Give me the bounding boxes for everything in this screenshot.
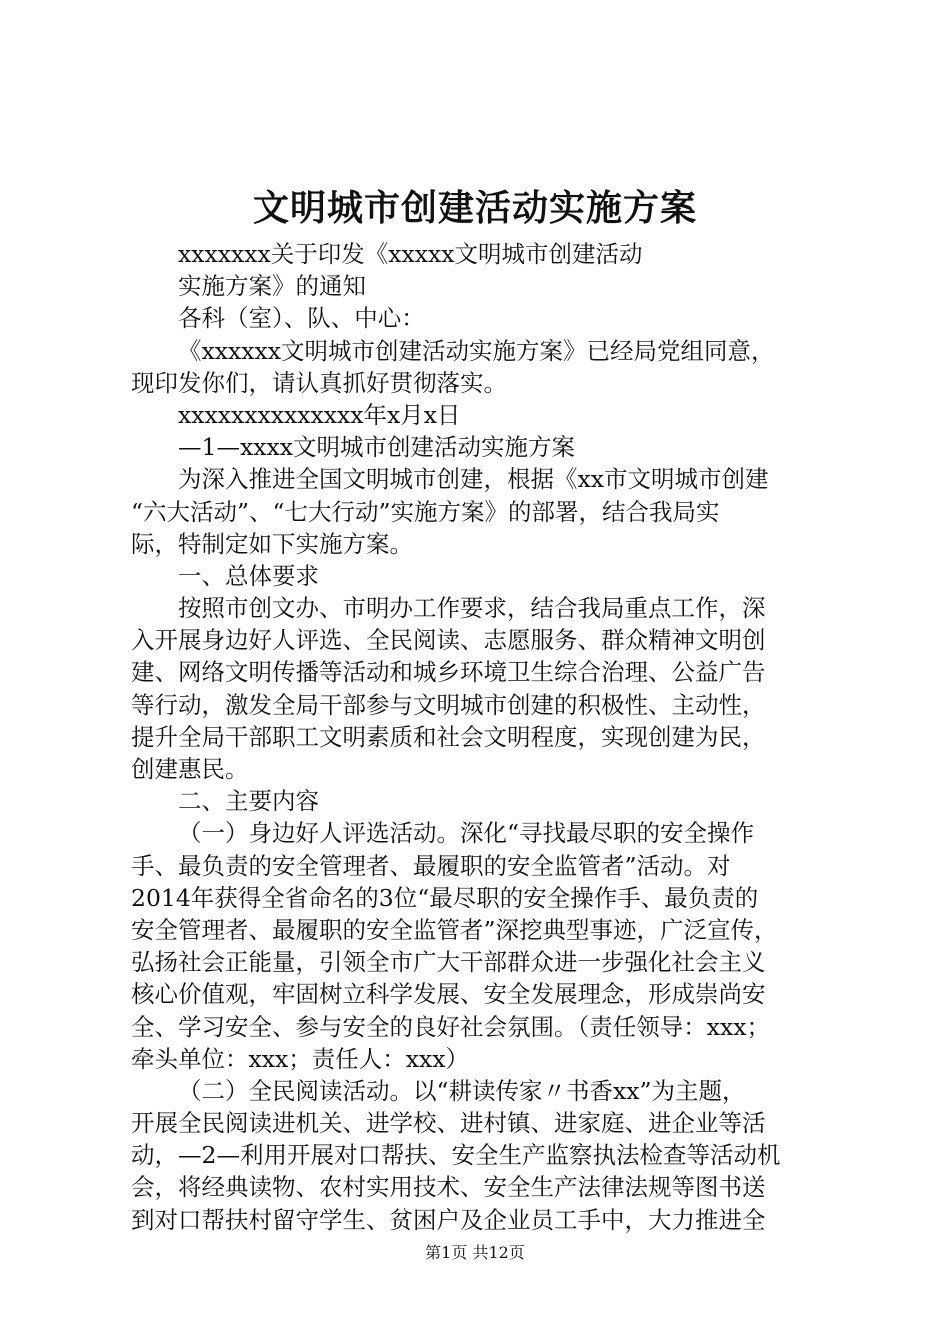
body-line: 按照市创文办、市明办工作要求，结合我局重点工作，深 <box>178 594 766 623</box>
body-line: 会，将经典读物、农村实用技术、安全生产法律法规等图书送 <box>131 1173 766 1202</box>
body-line: 动，—2—利用开展对口帮扶、安全生产监察执法检查等活动机 <box>131 1141 781 1170</box>
body-line: （一）身边好人评选活动。深化“寻找最尽职的安全操作 <box>178 819 755 848</box>
document-title: 文明城市创建活动实施方案 <box>252 187 697 229</box>
body-line: 为深入推进全国文明城市创建，根据《xx市文明城市创建 <box>178 465 769 494</box>
body-line: 全、学习安全、参与安全的良好社会氛围。（责任领导：xxx； <box>131 1012 771 1041</box>
body-line: 《xxxxxx文明城市创建活动实施方案》已经局党组同意， <box>178 336 775 365</box>
body-line: 弘扬社会正能量，引领全市广大干部群众进一步强化社会主义 <box>131 948 766 977</box>
body-line: 二、主要内容 <box>178 787 319 816</box>
body-line: 牵头单位：xxx；责任人：xxx） <box>131 1044 470 1073</box>
body-line: （二）全民阅读活动。以“耕读传家〃书香xx”为主题， <box>178 1076 746 1105</box>
body-line: 安全管理者、最履职的安全监管者”深挖典型事迹，广泛宣传， <box>131 915 778 944</box>
body-line: 建、网络文明传播等活动和城乡环境卫生综合治理、公益广告 <box>131 658 766 687</box>
body-line: xxxxxxxxxxxxxx年x月x日 <box>178 400 461 429</box>
body-line: 创建惠民。 <box>131 755 249 783</box>
body-line: 际，特制定如下实施方案。 <box>131 529 413 558</box>
body-line: 开展全民阅读进机关、进学校、进村镇、进家庭、进企业等活 <box>131 1109 766 1138</box>
body-line: 2014年获得全省命名的3位“最尽职的安全操作手、最负责的 <box>131 883 759 912</box>
body-line: 入开展身边好人评选、全民阅读、志愿服务、群众精神文明创 <box>131 626 766 655</box>
document-body <box>131 238 833 1236</box>
body-line: 现印发你们，请认真抓好贯彻落实。 <box>131 368 507 397</box>
body-line: 实施方案》的通知 <box>178 272 366 301</box>
body-line: 到对口帮扶村留守学生、贫困户及企业员工手中，大力推进全 <box>131 1205 766 1234</box>
body-line: 核心价值观，牢固树立科学发展、安全发展理念，形成崇尚安 <box>131 980 766 1009</box>
body-line: 一、总体要求 <box>178 561 319 590</box>
body-line: 各科（室）、队、中心： <box>178 304 425 333</box>
body-line: 等行动，激发全局干部参与文明城市创建的积极性、主动性， <box>131 690 766 719</box>
body-line: —1—xxxx文明城市创建活动实施方案 <box>178 433 575 462</box>
body-line: 手、最负责的安全管理者、最履职的安全监管者”活动。对 <box>131 851 731 880</box>
body-line: 提升全局干部职工文明素质和社会文明程度，实现创建为民， <box>131 722 766 751</box>
page-footer: 第1页 共12页 <box>425 1243 525 1262</box>
body-line: “六大活动”、“七大行动”实施方案》的部署，结合我局实 <box>131 497 720 526</box>
body-line: xxxxxxx关于印发《xxxxx文明城市创建活动 <box>178 240 643 268</box>
